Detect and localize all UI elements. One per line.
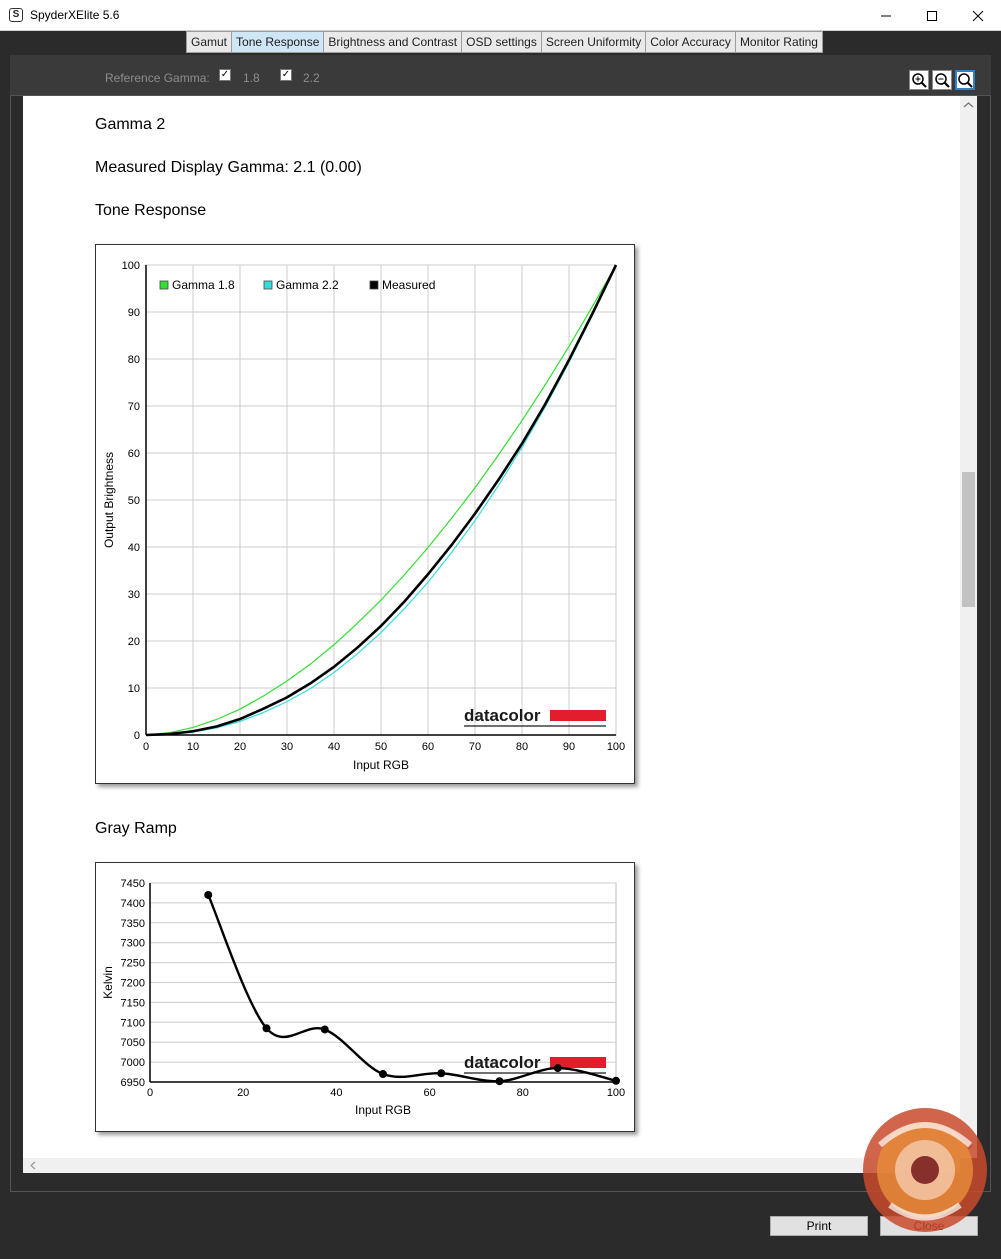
y-tick-label: 7000: [120, 1057, 145, 1070]
zoom-fit-button[interactable]: [955, 70, 975, 90]
x-tick-label: 10: [186, 741, 200, 753]
gray-ramp-point: [263, 1024, 271, 1032]
window-title: SpyderXElite 5.6: [30, 8, 120, 22]
gray-ramp-svg: [96, 863, 634, 1131]
y-tick-label: 7450: [120, 878, 145, 890]
x-tick-label: 0: [146, 1087, 154, 1099]
maximize-button[interactable]: [909, 0, 955, 31]
gray-ramp-point: [204, 891, 212, 899]
y-tick-label: 20: [127, 636, 140, 648]
y-tick-label: 100: [121, 260, 140, 272]
y-tick-label: 7400: [120, 897, 145, 910]
gray-ramp-point: [496, 1077, 504, 1085]
y-axis-title: Kelvin: [101, 966, 115, 999]
close-icon: [972, 10, 984, 22]
maximize-icon: [926, 10, 938, 22]
y-tick-label: 10: [127, 683, 140, 695]
watermark-logo: [860, 1105, 990, 1235]
minimize-icon: [880, 10, 892, 22]
minimize-button[interactable]: [863, 0, 909, 31]
y-tick-label: 7200: [120, 977, 145, 990]
x-tick-label: 40: [327, 741, 341, 753]
x-tick-label: 80: [516, 1087, 529, 1099]
y-tick-label: 0: [133, 730, 140, 742]
tab-color-accuracy[interactable]: Color Accuracy: [646, 31, 736, 53]
gray-ramp-heading: Gray Ramp: [95, 820, 177, 837]
zoom-in-button[interactable]: [909, 70, 929, 90]
legend-swatch: [370, 281, 378, 289]
tab-osd-settings[interactable]: OSD settings: [462, 31, 542, 53]
tab-gamut[interactable]: Gamut: [186, 31, 232, 53]
gray-ramp-point: [437, 1069, 445, 1077]
x-tick-label: 20: [233, 741, 247, 753]
gamma-1-8-label: 1.8: [243, 71, 260, 85]
y-tick-label: 7250: [120, 957, 145, 970]
gamma-heading: Gamma 2: [95, 116, 166, 133]
y-tick-label: 60: [127, 448, 140, 460]
tone-response-chart: [95, 244, 635, 784]
gamma-2-2-label: 2.2: [303, 71, 320, 85]
y-tick-label: 70: [127, 401, 140, 413]
tone-response-heading: Tone Response: [95, 202, 207, 219]
y-tick-label: 40: [127, 542, 140, 554]
vertical-scrollbar[interactable]: [960, 96, 977, 1158]
y-tick-label: 7300: [120, 937, 145, 950]
x-axis-title: Input RGB: [354, 1103, 412, 1117]
legend-label: Gamma 2.2: [276, 278, 339, 292]
gray-ramp-point: [321, 1025, 329, 1033]
legend-swatch: [160, 281, 168, 289]
gray-ramp-chart: [95, 862, 635, 1132]
zoom-out-icon: [933, 71, 951, 89]
toolbar: [10, 55, 991, 95]
x-tick-label: 60: [421, 741, 435, 753]
scroll-up-icon: [960, 98, 977, 112]
x-tick-label: 60: [423, 1087, 436, 1099]
tone-response-svg: [96, 245, 634, 783]
scroll-left-icon: [26, 1158, 40, 1173]
title-bar: [0, 0, 1001, 31]
x-tick-label: 70: [468, 741, 482, 753]
y-tick-label: 30: [127, 589, 140, 601]
gray-ramp-point: [612, 1077, 620, 1085]
tab-tone-response[interactable]: Tone Response: [232, 31, 324, 53]
legend-label: Measured: [382, 278, 436, 292]
horizontal-scrollbar[interactable]: [23, 1158, 960, 1173]
gray-ramp-point: [554, 1064, 562, 1072]
y-tick-label: 7050: [120, 1037, 145, 1050]
tab-brightness-contrast[interactable]: Brightness and Contrast: [324, 31, 462, 53]
datacolor-logo-bar: [550, 710, 606, 721]
x-axis-title: Input RGB: [352, 758, 410, 772]
gamma-1-8-checkbox[interactable]: ✓: [220, 69, 230, 80]
y-tick-label: 7100: [120, 1017, 145, 1030]
x-tick-label: 0: [142, 741, 150, 753]
close-window-button[interactable]: [955, 0, 1001, 31]
measured-gamma-text: Measured Display Gamma: 2.1 (0.00): [95, 159, 362, 176]
magnifier-icon: [957, 72, 973, 88]
gray-ramp-point: [379, 1070, 387, 1078]
x-tick-label: 90: [562, 741, 576, 753]
vertical-scroll-thumb[interactable]: [962, 472, 975, 607]
zoom-out-button[interactable]: [932, 70, 952, 90]
datacolor-logo-text: datacolor: [464, 1053, 541, 1072]
app-icon: S: [9, 8, 23, 22]
y-tick-label: 80: [127, 354, 140, 366]
y-tick-label: 6950: [120, 1077, 145, 1089]
gamma-2-2-checkbox[interactable]: ✓: [281, 69, 291, 80]
y-tick-label: 7150: [120, 997, 145, 1010]
tab-bar: [0, 31, 1001, 55]
x-tick-label: 50: [374, 741, 388, 753]
datacolor-logo-text: datacolor: [464, 706, 541, 725]
reference-gamma-label: Reference Gamma:: [105, 71, 210, 85]
x-tick-label: 80: [515, 741, 529, 753]
x-tick-label: 30: [280, 741, 294, 753]
legend-swatch: [264, 281, 272, 289]
print-button[interactable]: Print: [770, 1216, 868, 1236]
tab-screen-uniformity[interactable]: Screen Uniformity: [542, 31, 646, 53]
y-tick-label: 50: [127, 495, 140, 507]
zoom-in-icon: [910, 71, 928, 89]
x-tick-label: 100: [606, 741, 626, 753]
y-tick-label: 7350: [120, 917, 145, 930]
y-tick-label: 90: [127, 307, 140, 319]
legend-label: Gamma 1.8: [172, 278, 235, 292]
x-tick-label: 20: [237, 1087, 250, 1099]
y-axis-title: Output Brightness: [102, 451, 116, 549]
x-tick-label: 100: [606, 1087, 626, 1099]
tab-monitor-rating[interactable]: Monitor Rating: [736, 31, 823, 53]
x-tick-label: 40: [330, 1087, 343, 1099]
